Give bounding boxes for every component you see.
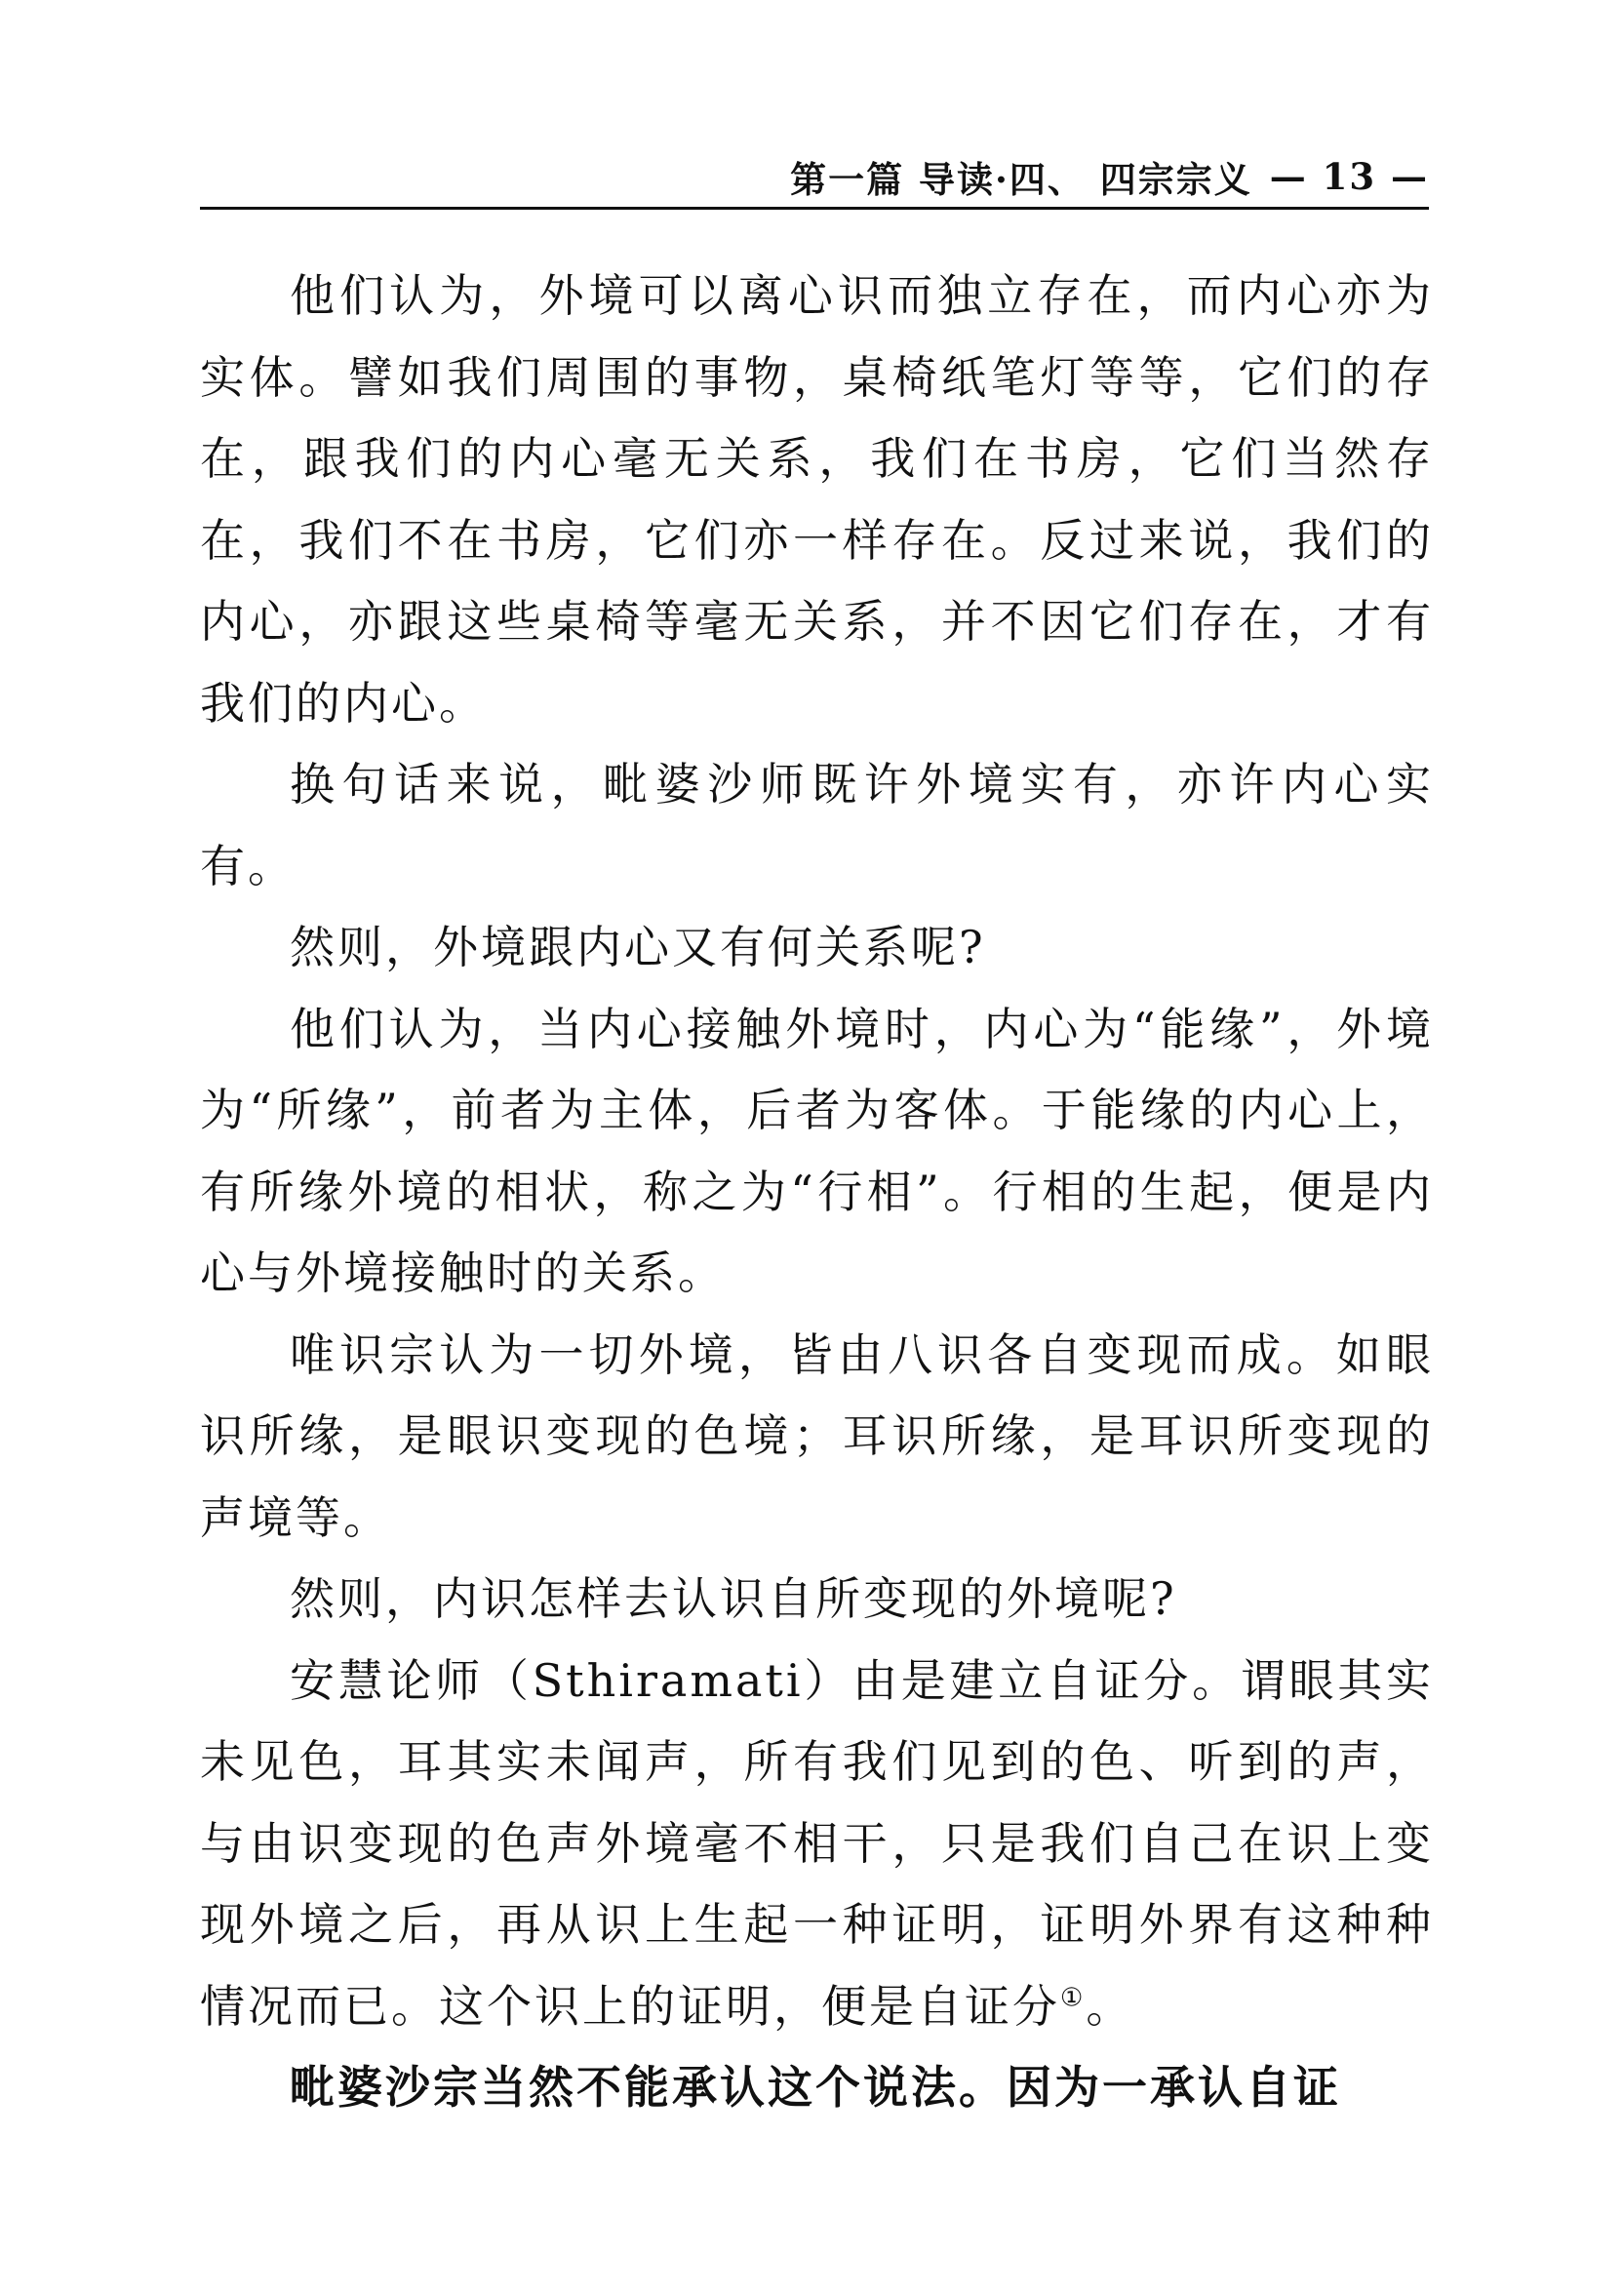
paragraph-7-text: 安慧论师（Sthiramati）由是建立自证分。谓眼其实未见色，耳其实未闻声，所有我们见到的色、听到的声，与由识变现的色声外境毫不相干，只是我们自己在识上变现外境之后，再从识上生起一种证明，证明外界有这种种情况而已。这个识上的证明，便是自证分 (200, 1653, 1434, 2033)
paragraph-8: 毗婆沙宗当然不能承认这个说法。因为一承认自证 (290, 2061, 1341, 2114)
paragraph-4: 他们认为，当内心接触外境时，内心为“能缘”，外境为“所缘”，前者为主体，后者为客体。于能缘的内心上，有所缘外境的相状，称之为“行相”。行相的生起，便是内心与外境接触时的关系。 (200, 1002, 1434, 1299)
page-body (200, 256, 1434, 2129)
paragraph-2: 换句话来说，毗婆沙师既许外境实有，亦许内心实有。 (200, 758, 1434, 892)
paragraph-6: 然则，内识怎样去认识自所变现的外境呢? (290, 1572, 1177, 1625)
paragraph-5: 唯识宗认为一切外境，皆由八识各自变现而成。如眼识所缘，是眼识变现的色境；耳识所缘，是耳识所变现的声境等。 (200, 1327, 1434, 1544)
paragraph-3: 然则，外境跟内心又有何关系呢? (290, 921, 986, 973)
paragraph-1: 他们认为，外境可以离心识而独立存在，而内心亦为实体。譬如我们周围的事物，桌椅纸笔灯等等，它们的存在，跟我们的内心毫无关系，我们在书房，它们当然存在，我们不在书房，它们亦一样存在。反过来说，我们的内心，亦跟这些桌椅等毫无关系，并不因它们存在，才有我们的内心。 (200, 269, 1434, 730)
footnote-marker[interactable]: ① (1060, 1983, 1087, 2013)
header-title: 第一篇 导读·四、 四宗宗义 (790, 158, 1252, 201)
running-header (200, 146, 1429, 210)
paragraph-7 (200, 1641, 1434, 2048)
page-number: — 13 — (1269, 155, 1429, 198)
paragraph-7-end: 。 (1086, 1979, 1134, 2033)
